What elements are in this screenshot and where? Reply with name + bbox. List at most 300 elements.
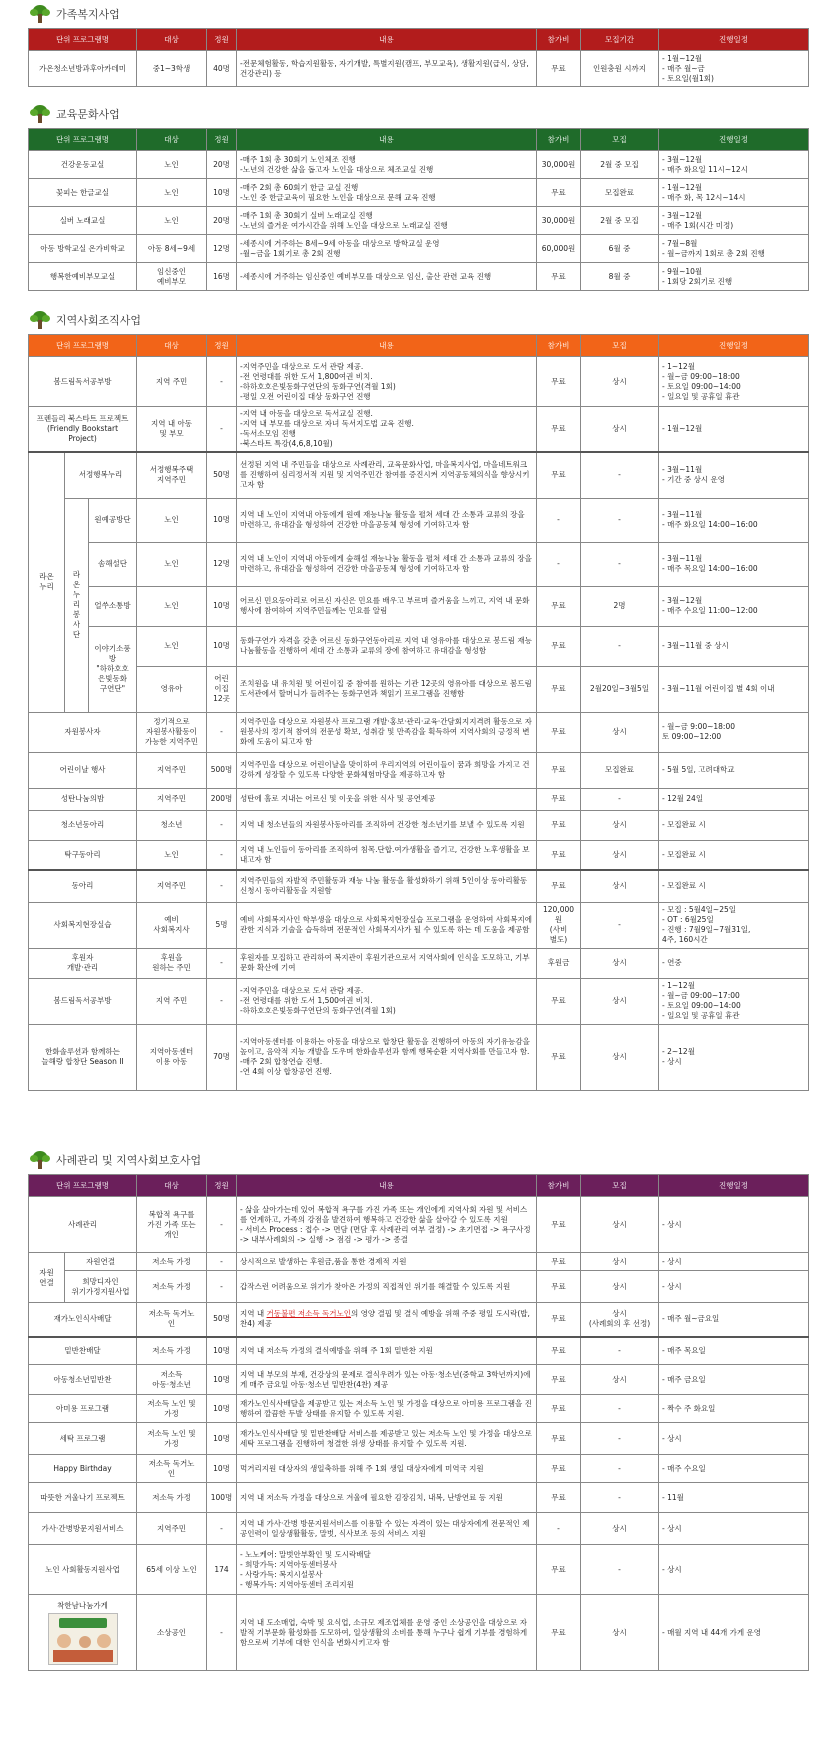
content: 지역주민들의 자발적 주민활동과 재능 나눔 활동을 활성화하기 위해 5인이상 동아리활동 신청시 동아리활동을 지원함 (237, 870, 537, 902)
section-title-text: 사례관리 및 지역사회보호사업 (56, 1154, 202, 1167)
capacity: - (207, 1513, 237, 1545)
target: 저소득 가정 (137, 1271, 207, 1303)
table-row (29, 948, 809, 978)
col-header: 단위 프로그램명 (29, 335, 137, 357)
schedule: - 12월 24일 (659, 788, 809, 810)
fee: 무료 (537, 666, 581, 712)
recruit: 상시 (581, 948, 659, 978)
table-row (29, 1365, 809, 1395)
recruit: 모집완료 (581, 179, 659, 207)
target: 지역 주민 (137, 357, 207, 407)
program-name: 희망디자인 위기가정지원사업 (65, 1271, 137, 1303)
capacity: 100명 (207, 1483, 237, 1513)
capacity: - (207, 357, 237, 407)
fee: 무료 (537, 752, 581, 788)
fee: 무료 (537, 357, 581, 407)
fee: 무료 (537, 626, 581, 666)
fee: 무료 (537, 1483, 581, 1513)
content: 지역주민을 대상으로 어린이날을 맞이하여 우리지역의 어린이들이 꿈과 희망을 가지고 건강하게 성장할 수 있도록 다양한 문화체험마당을 제공하고자 함 (237, 752, 537, 788)
program-name: 청소년동아리 (29, 810, 137, 840)
table-row (29, 1024, 809, 1090)
capacity: 10명 (207, 626, 237, 666)
program-name: 따뜻한 겨울나기 프로젝트 (29, 1483, 137, 1513)
schedule: - 11월 (659, 1483, 809, 1513)
content: 먹거리지원 대상자의 생일축하를 위해 주 1회 생일 대상자에게 미역국 지원 (237, 1455, 537, 1483)
table-row (29, 357, 809, 407)
program-name: 성탄나눔의밤 (29, 788, 137, 810)
schedule: - 3월~11월 - 매주 목요일 14:00~16:00 (659, 542, 809, 586)
program-name: 착한남나눔가게 (57, 1600, 108, 1610)
schedule: - 1~12월 - 월~금 09:00~17:00 - 토요일 09:00~14:00 - 일요일 및 공휴일 휴관 (659, 978, 809, 1024)
program-name: 노인 사회활동지원사업 (29, 1545, 137, 1595)
group-label: 자원 연결 (29, 1253, 65, 1303)
capacity: 5명 (207, 902, 237, 948)
content: -매주 1회 총 30회기 실버 노래교실 진행 -노년의 즐거운 여가시간을 위해 노인을 대상으로 노래교실 진행 (237, 207, 537, 235)
recruit: - (581, 498, 659, 542)
section-title-text: 가족복지사업 (56, 8, 120, 21)
program-name: 행복한예비부모교실 (29, 263, 137, 291)
target: 서정행복주택 지역주민 (137, 452, 207, 498)
capacity: - (207, 712, 237, 752)
schedule: - 상시 (659, 1271, 809, 1303)
capacity: 20명 (207, 207, 237, 235)
program-name: 자원봉사자 (29, 712, 137, 752)
recruit: 상시 (581, 810, 659, 840)
recruit: 상시 (581, 1595, 659, 1671)
table-row (29, 179, 809, 207)
col-header: 진행일정 (659, 335, 809, 357)
capacity: 500명 (207, 752, 237, 788)
program-name: 세탁 프로그램 (29, 1423, 137, 1455)
col-header: 모집 (581, 129, 659, 151)
capacity: 10명 (207, 179, 237, 207)
capacity: - (207, 1253, 237, 1271)
schedule: - 5월 5일, 고려대학교 (659, 752, 809, 788)
program-name: 아미용 프로그램 (29, 1395, 137, 1423)
section-title-case-management (30, 1150, 201, 1170)
table-row (29, 870, 809, 902)
recruit: 상시 (581, 1513, 659, 1545)
content: 어르신 민요동아리로 어르신 자신은 민요를 배우고 부르며 즐거움을 느끼고, 지역 내 문화행사에 참여하여 지역주민들께는 민요를 알림 (237, 586, 537, 626)
capacity: 12명 (207, 235, 237, 263)
target: 지역 내 아동 및 부모 (137, 407, 207, 453)
target: 노인 (137, 179, 207, 207)
table-header (29, 1175, 809, 1197)
table-row (29, 151, 809, 179)
table-row (29, 586, 809, 626)
content: -매주 2회 총 60회기 한글 교실 진행 -노인 중 한글교육이 필요한 노인을 대상으로 문해 교육 진행 (237, 179, 537, 207)
capacity: - (207, 1271, 237, 1303)
capacity: 12명 (207, 542, 237, 586)
capacity: - (207, 840, 237, 870)
table-row (29, 1271, 809, 1303)
recruit: - (581, 452, 659, 498)
fee: 무료 (537, 1423, 581, 1455)
content: -지역주민을 대상으로 도서 관람 제공. -전 연령대를 위한 도서 1,800여권 비치. -하하호호은빛동화구연단의 동화구연(격월 1회) -평일 오전 어린이집 대상 동화구연 진행 (237, 357, 537, 407)
table-row (29, 1483, 809, 1513)
recruit: 2명 (581, 586, 659, 626)
recruit: - (581, 902, 659, 948)
table-header (29, 335, 809, 357)
table-row (29, 1423, 809, 1455)
fee: 무료 (537, 1303, 581, 1337)
recruit: 상시 (581, 978, 659, 1024)
content: -지역아동센터를 이용하는 아동을 대상으로 합창단 활동을 진행하여 아동의 자기유능감을 높이고, 음악적 지능 개발을 도우며 한화솔루션과 함께 행복순환 지역사회를 만들고자 함. -매주 2회 합창연습 진행. -연 4회 이상 합창공연 진행. (237, 1024, 537, 1090)
schedule: - 1~12월 - 월~금 09:00~18:00 - 토요일 09:00~14:00 - 일요일 및 공휴일 휴관 (659, 357, 809, 407)
schedule: - 모집완료 시 (659, 840, 809, 870)
content (237, 1303, 537, 1337)
schedule: - 3월~11월 어린이집 별 4회 이내 (659, 666, 809, 712)
schedule: - 상시 (659, 1513, 809, 1545)
recruit: 상시 (581, 1271, 659, 1303)
schedule: - 모집 : 5월4일~25일 - OT : 6월25일 - 진행 : 7월9일~7월31일, 4주, 160시간 (659, 902, 809, 948)
table-row (29, 1455, 809, 1483)
section-title-education (30, 104, 120, 124)
schedule: - 7월~8월 - 월~금까지 1회로 총 2회 진행 (659, 235, 809, 263)
schedule: - 3월~12월 - 매주 수요일 11:00~12:00 (659, 586, 809, 626)
table-row (29, 1253, 809, 1271)
table-case-management (28, 1174, 808, 1671)
table-row (29, 1337, 809, 1365)
fee: 60,000원 (537, 235, 581, 263)
fee: 무료 (537, 840, 581, 870)
recruit: - (581, 542, 659, 586)
schedule: - 1월~12월 - 매주 화, 목 12시~14시 (659, 179, 809, 207)
target: 노인 (137, 151, 207, 179)
tree-icon (30, 311, 50, 329)
table-row (29, 1197, 809, 1253)
schedule: - 2~12월 - 상시 (659, 1024, 809, 1090)
fee: 30,000원 (537, 151, 581, 179)
program-name-cell (29, 1595, 137, 1671)
content: 재가노인식사배달 및 밑반찬배달 서비스를 제공받고 있는 저소득 노인 및 가정을 대상으로 세탁 프로그램을 진행하여 청결한 위생 상태를 유지할 수 있도록 지원. (237, 1423, 537, 1455)
program-name: 사례관리 (29, 1197, 137, 1253)
program-name: Happy Birthday (29, 1455, 137, 1483)
recruit: - (581, 1455, 659, 1483)
target: 저소득 노인 및 가정 (137, 1395, 207, 1423)
col-header: 진행일정 (659, 1175, 809, 1197)
content: -세종시에 거주하는 8세~9세 아동을 대상으로 방학교실 운영 -월~금을 1회기로 총 2회 진행 (237, 235, 537, 263)
col-header: 진행일정 (659, 29, 809, 51)
program-name: 가사·간병방문지원서비스 (29, 1513, 137, 1545)
schedule: - 3월~11월 - 기간 중 상시 운영 (659, 452, 809, 498)
col-header: 단위 프로그램명 (29, 129, 137, 151)
fee: 무료 (537, 452, 581, 498)
capacity: - (207, 978, 237, 1024)
col-header: 대상 (137, 29, 207, 51)
group-label: 라온 누리 (29, 452, 65, 712)
schedule: - 모집완료 시 (659, 870, 809, 902)
target: 저소득 독거노 인 (137, 1303, 207, 1337)
capacity: 10명 (207, 1337, 237, 1365)
table-row (29, 810, 809, 840)
fee: 무료 (537, 263, 581, 291)
schedule: - 매주 금요일 (659, 1365, 809, 1395)
program-name: 원예공방단 (89, 498, 137, 542)
table-row (29, 207, 809, 235)
table-row (29, 452, 809, 498)
table-row (29, 752, 809, 788)
col-header: 모집기간 (581, 29, 659, 51)
schedule: - 9월~10월 - 1회당 2회기로 진행 (659, 263, 809, 291)
table-row (29, 840, 809, 870)
col-header: 대상 (137, 129, 207, 151)
content: 조치원읍 내 유치원 및 어린이집 중 참여를 원하는 기관 12곳의 영유아를 대상으로 봄드림 도서관에서 할머니가 들려주는 동화구연과 책읽기 프로그램을 진행함 (237, 666, 537, 712)
content: 지역 내 부모의 부재, 건강상의 문제로 결식우려가 있는 아동·청소년(중학교 3학년까지)에게 매주 금요일 아동·청소년 밑반찬(4찬) 제공 (237, 1365, 537, 1395)
table-community (28, 334, 808, 1091)
section-title-family (30, 4, 120, 24)
col-header: 모집 (581, 335, 659, 357)
capacity: - (207, 948, 237, 978)
program-name: 꽃피는 한글교실 (29, 179, 137, 207)
recruit: 상시 (581, 1197, 659, 1253)
section-title-community (30, 310, 141, 330)
fee: 무료 (537, 586, 581, 626)
capacity: 10명 (207, 1365, 237, 1395)
fee: 무료 (537, 1395, 581, 1423)
target: 저소득 아동·청소년 (137, 1365, 207, 1395)
col-header: 내용 (237, 1175, 537, 1197)
content: 상시적으로 발생하는 후원금,품을 통한 경제적 지원 (237, 1253, 537, 1271)
recruit: 상시 (581, 1024, 659, 1090)
target: 지역주민 (137, 1513, 207, 1545)
capacity: 10명 (207, 1395, 237, 1423)
section-title-text: 지역사회조직사업 (56, 314, 142, 327)
program-name: 얼쑤소통방 (89, 586, 137, 626)
program-name: 서정행복누리 (65, 452, 137, 498)
content: 지역 내 노인이 지역내 아동에게 숲해설 재능나눔 활동을 펼쳐 세대 간 소통과 교류의 장을 마련하고, 유대감을 형성하여 건강한 마을공동체 형성에 기여하고자 함 (237, 542, 537, 586)
schedule: - 3월~12월 - 매주 화요일 11시~12시 (659, 151, 809, 179)
content: 지역 내 노인들이 동아리를 조직하여 침목.단합.여가생활을 즐기고, 건강한 노후생활을 보내고자 함 (237, 840, 537, 870)
content: 지역 내 저소득 가정을 대상으로 겨울에 필요한 김장김치, 내복, 난방연료 등 지원 (237, 1483, 537, 1513)
program-name: 아동청소년밑반찬 (29, 1365, 137, 1395)
capacity: 10명 (207, 1455, 237, 1483)
col-header: 단위 프로그램명 (29, 29, 137, 51)
capacity: 10명 (207, 1423, 237, 1455)
col-header: 진행일정 (659, 129, 809, 151)
fee: 후원금 (537, 948, 581, 978)
program-name: 동아리 (29, 870, 137, 902)
fee: - (537, 542, 581, 586)
fee: 무료 (537, 1455, 581, 1483)
fee: 무료 (537, 788, 581, 810)
recruit: - (581, 1483, 659, 1513)
recruit: - (581, 1423, 659, 1455)
col-header: 단위 프로그램명 (29, 1175, 137, 1197)
table-row (29, 542, 809, 586)
tree-icon (30, 105, 50, 123)
sub-group-label: 라 온 누 리 봉 사 단 (65, 498, 89, 712)
content: 선정된 지역 내 주민들을 대상으로 사례관리, 교육문화사업, 마을복지사업, 마을네트워크를 진행하여 심리정서적 지원 및 지역주민간 참여를 증진시켜 지역공동체의식을 향상시키고자 함 (237, 452, 537, 498)
table-row (29, 902, 809, 948)
col-header: 내용 (237, 29, 537, 51)
table-header (29, 29, 809, 51)
target: 중1~3학생 (137, 51, 207, 87)
target: 지역주민 (137, 870, 207, 902)
content: 지역 내 저소득 가정의 결식예방을 위해 주 1회 밑반찬 지원 (237, 1337, 537, 1365)
table-family (28, 28, 808, 87)
program-name: 재가노인식사배달 (29, 1303, 137, 1337)
program-name: 프렌들리 북스타트 프로젝트 (Friendly Bookstart Project) (29, 407, 137, 453)
table-row (29, 1545, 809, 1595)
capacity: 어린 이집 12곳 (207, 666, 237, 712)
target: 정기적으로 자원봉사활동이 가능한 지역주민 (137, 712, 207, 752)
content: 지역 내 가사·간병 방문지원서비스를 이용할 수 있는 자격이 있는 대상자에게 전문적인 제공인력이 일상생활활동, 말벗, 식사보조 등의 서비스 지원 (237, 1513, 537, 1545)
section-title-text: 교육문화사업 (56, 108, 120, 121)
content: -지역 내 아동을 대상으로 독서교실 진행. -지역 내 부모를 대상으로 자녀 독서지도법 교육 진행. -독서소모임 진행 -북스타트 특강(4,6,8,10월) (237, 407, 537, 453)
content: 재가노인식사배달을 제공받고 있는 저소득 노인 및 가정을 대상으로 아미용 프로그램을 진행하여 깔끔한 두발 상태를 유지할 수 있도록 지원. (237, 1395, 537, 1423)
target: 복합적 욕구를 가진 가족 또는 개인 (137, 1197, 207, 1253)
recruit: 상시 (581, 840, 659, 870)
schedule: - 매주 목요일 (659, 1337, 809, 1365)
program-name: 가온청소년방과후아카데미 (29, 51, 137, 87)
target: 저소득 노인 및 가정 (137, 1423, 207, 1455)
schedule: - 짝수 주 화요일 (659, 1395, 809, 1423)
target: 후원을 원하는 주민 (137, 948, 207, 978)
content: 예비 사회복지사인 학부생을 대상으로 사회복지현장실습 프로그램을 운영하여 사회복지에 관한 지식과 기술을 습득하며 전문적인 사회복지사가 될 수 있도록 하는 데 도움을 제공함 (237, 902, 537, 948)
recruit: 6월 중 (581, 235, 659, 263)
fee: 120,000원 (사비 별도) (537, 902, 581, 948)
schedule: - 매월 지역 내 44개 가게 운영 (659, 1595, 809, 1671)
program-name: 밑반찬배달 (29, 1337, 137, 1365)
schedule: - 1월~12월 - 매주 월~금 - 토요일(월1회) (659, 51, 809, 87)
fee: 무료 (537, 1197, 581, 1253)
content: - 삶을 살아가는데 있어 복합적 욕구를 가진 가족 또는 개인에게 지역사회 자원 및 서비스를 연계하고, 가족의 강점을 발견하여 행복하고 건강한 삶을 살아갈 수 있도록 지원 - 서비스 Process : 접수 -> 면담 (면담 후 사례관리 여부 결정) -> 초기면접 -> 욕구사정 -> 내부사례회의 -> 실행 -> 점검 -> 평가 -> 종결 (237, 1197, 537, 1253)
content: 동화구연가 자격을 갖춘 어르신 동화구연동아리로 지역 내 영유아를 대상으로 봉드림 재능나눔활동을 진행하여 세대 간 소통과 교류의 장에 참여하고 유대감을 형성함 (237, 626, 537, 666)
capacity: - (207, 407, 237, 453)
content: - 노노케어: 말벗안부확인 및 도시락배달 - 희망가득: 지역아동센터봉사 - 사랑가득: 복지시설봉사 - 행복가득: 지역아동센터 조리지원 (237, 1545, 537, 1595)
content: -세종시에 거주하는 임신중인 예비부모를 대상으로 임신, 출산 관련 교육 진행 (237, 263, 537, 291)
col-header: 모집 (581, 1175, 659, 1197)
target: 저소득 가정 (137, 1483, 207, 1513)
target: 65세 이상 노인 (137, 1545, 207, 1595)
recruit: 상시 (581, 357, 659, 407)
table-row (29, 1513, 809, 1545)
capacity: - (207, 1197, 237, 1253)
schedule: - 상시 (659, 1197, 809, 1253)
content: -매주 1회 총 30회기 노인체조 진행 -노년의 건강한 삶을 돕고자 노인을 대상으로 체조교실 진행 (237, 151, 537, 179)
target: 임신중인 예비부모 (137, 263, 207, 291)
col-header: 참가비 (537, 335, 581, 357)
fee: 무료 (537, 179, 581, 207)
recruit: 2월 중 모집 (581, 207, 659, 235)
fee: 무료 (537, 1595, 581, 1671)
target: 저소득 독거노 인 (137, 1455, 207, 1483)
content: 후원자를 모집하고 관리하여 복지관이 후원기관으로서 지역사회에 인식을 도모하고, 기부문화 확산에 기여 (237, 948, 537, 978)
program-name: 봄드림독서공부방 (29, 978, 137, 1024)
capacity: - (207, 870, 237, 902)
content: 갑작스런 어려움으로 위기가 찾아온 가정의 직접적인 위기를 해결할 수 있도록 지원 (237, 1271, 537, 1303)
recruit: - (581, 1545, 659, 1595)
table-row (29, 712, 809, 752)
col-header: 내용 (237, 129, 537, 151)
col-header: 참가비 (537, 1175, 581, 1197)
recruit: - (581, 626, 659, 666)
target: 저소득 가정 (137, 1337, 207, 1365)
capacity: 10명 (207, 498, 237, 542)
content: 지역 내 청소년들의 자원봉사동아리를 조직하여 건강한 청소년기를 보낼 수 있도록 지원 (237, 810, 537, 840)
capacity: 20명 (207, 151, 237, 179)
schedule: - 3월~11월 중 상시 (659, 626, 809, 666)
col-header: 대상 (137, 335, 207, 357)
content: 성탄에 홀로 지내는 어르신 및 이웃을 위한 식사 및 공연제공 (237, 788, 537, 810)
fee: 무료 (537, 1545, 581, 1595)
col-header: 정원 (207, 1175, 237, 1197)
content: 지역 내 노인이 지역내 아동에게 원예 재능나눔 활동을 펼쳐 세대 간 소통과 교류의 장을 마련하고, 유대감을 형성하여 건강한 마을공동체 형성에 기여하고자 함 (237, 498, 537, 542)
fee: 무료 (537, 51, 581, 87)
schedule: - 매주 수요일 (659, 1455, 809, 1483)
fee: 무료 (537, 407, 581, 453)
table-row (29, 788, 809, 810)
tree-icon (30, 5, 50, 23)
target: 지역 주민 (137, 978, 207, 1024)
fee: 무료 (537, 1271, 581, 1303)
fee: 무료 (537, 810, 581, 840)
table-row (29, 1303, 809, 1337)
table-row (29, 626, 809, 666)
table-row (29, 498, 809, 542)
target: 지역주민 (137, 752, 207, 788)
target: 노인 (137, 207, 207, 235)
recruit: 인원충원 시까지 (581, 51, 659, 87)
recruit: 8월 중 (581, 263, 659, 291)
capacity: 40명 (207, 51, 237, 87)
recruit: - (581, 1337, 659, 1365)
shop-illustration (48, 1613, 118, 1665)
capacity: 174 (207, 1545, 237, 1595)
schedule: - 월~금 9:00~18:00 토 09:00~12:00 (659, 712, 809, 752)
fee: 무료 (537, 1337, 581, 1365)
capacity: 200명 (207, 788, 237, 810)
content-text: 의 영양 결핍 및 결식 예방을 위해 주중 평일 도시락(밥, 찬4) 제공 (240, 1309, 530, 1329)
schedule: - 3월~12월 - 매주 1회(시간 미정) (659, 207, 809, 235)
schedule: - 상시 (659, 1423, 809, 1455)
recruit: 상시 (사례회의 후 선정) (581, 1303, 659, 1337)
program-name: 한화솔루션과 함께하는 늘해랑 합창단 Season II (29, 1024, 137, 1090)
fee: 무료 (537, 1024, 581, 1090)
program-name: 사회복지현장실습 (29, 902, 137, 948)
target: 노인 (137, 840, 207, 870)
target: 영유아 (137, 666, 207, 712)
program-name: 탁구동아리 (29, 840, 137, 870)
schedule: - 연중 (659, 948, 809, 978)
content: -전문체험활동, 학습지원활동, 자기개발, 특별지원(캠프, 부모교육), 생활지원(급식, 상담, 건강관리) 등 (237, 51, 537, 87)
schedule: - 상시 (659, 1253, 809, 1271)
content: -지역주민을 대상으로 도서 관람 제공. -전 연령대를 위한 도서 1,500여권 비치. -하하호호은빛동화구연단의 동화구연(격월 1회) (237, 978, 537, 1024)
fee: 무료 (537, 870, 581, 902)
fee: 무료 (537, 1365, 581, 1395)
table-row (29, 666, 809, 712)
target: 노인 (137, 542, 207, 586)
col-header: 대상 (137, 1175, 207, 1197)
schedule: - 매주 월~금요일 (659, 1303, 809, 1337)
recruit: 모집완료 (581, 752, 659, 788)
table-row (29, 51, 809, 87)
col-header: 정원 (207, 29, 237, 51)
recruit: 2월20일~3월5일 (581, 666, 659, 712)
schedule: - 모집완료 시 (659, 810, 809, 840)
col-header: 내용 (237, 335, 537, 357)
target: 노인 (137, 498, 207, 542)
program-name: 봄드림독서공부방 (29, 357, 137, 407)
recruit: - (581, 1395, 659, 1423)
table-row (29, 407, 809, 453)
recruit: 상시 (581, 870, 659, 902)
target: 지역주민 (137, 788, 207, 810)
highlight-text: 거동불편 저소득 독거노인 (266, 1309, 351, 1319)
target: 청소년 (137, 810, 207, 840)
table-row (29, 263, 809, 291)
